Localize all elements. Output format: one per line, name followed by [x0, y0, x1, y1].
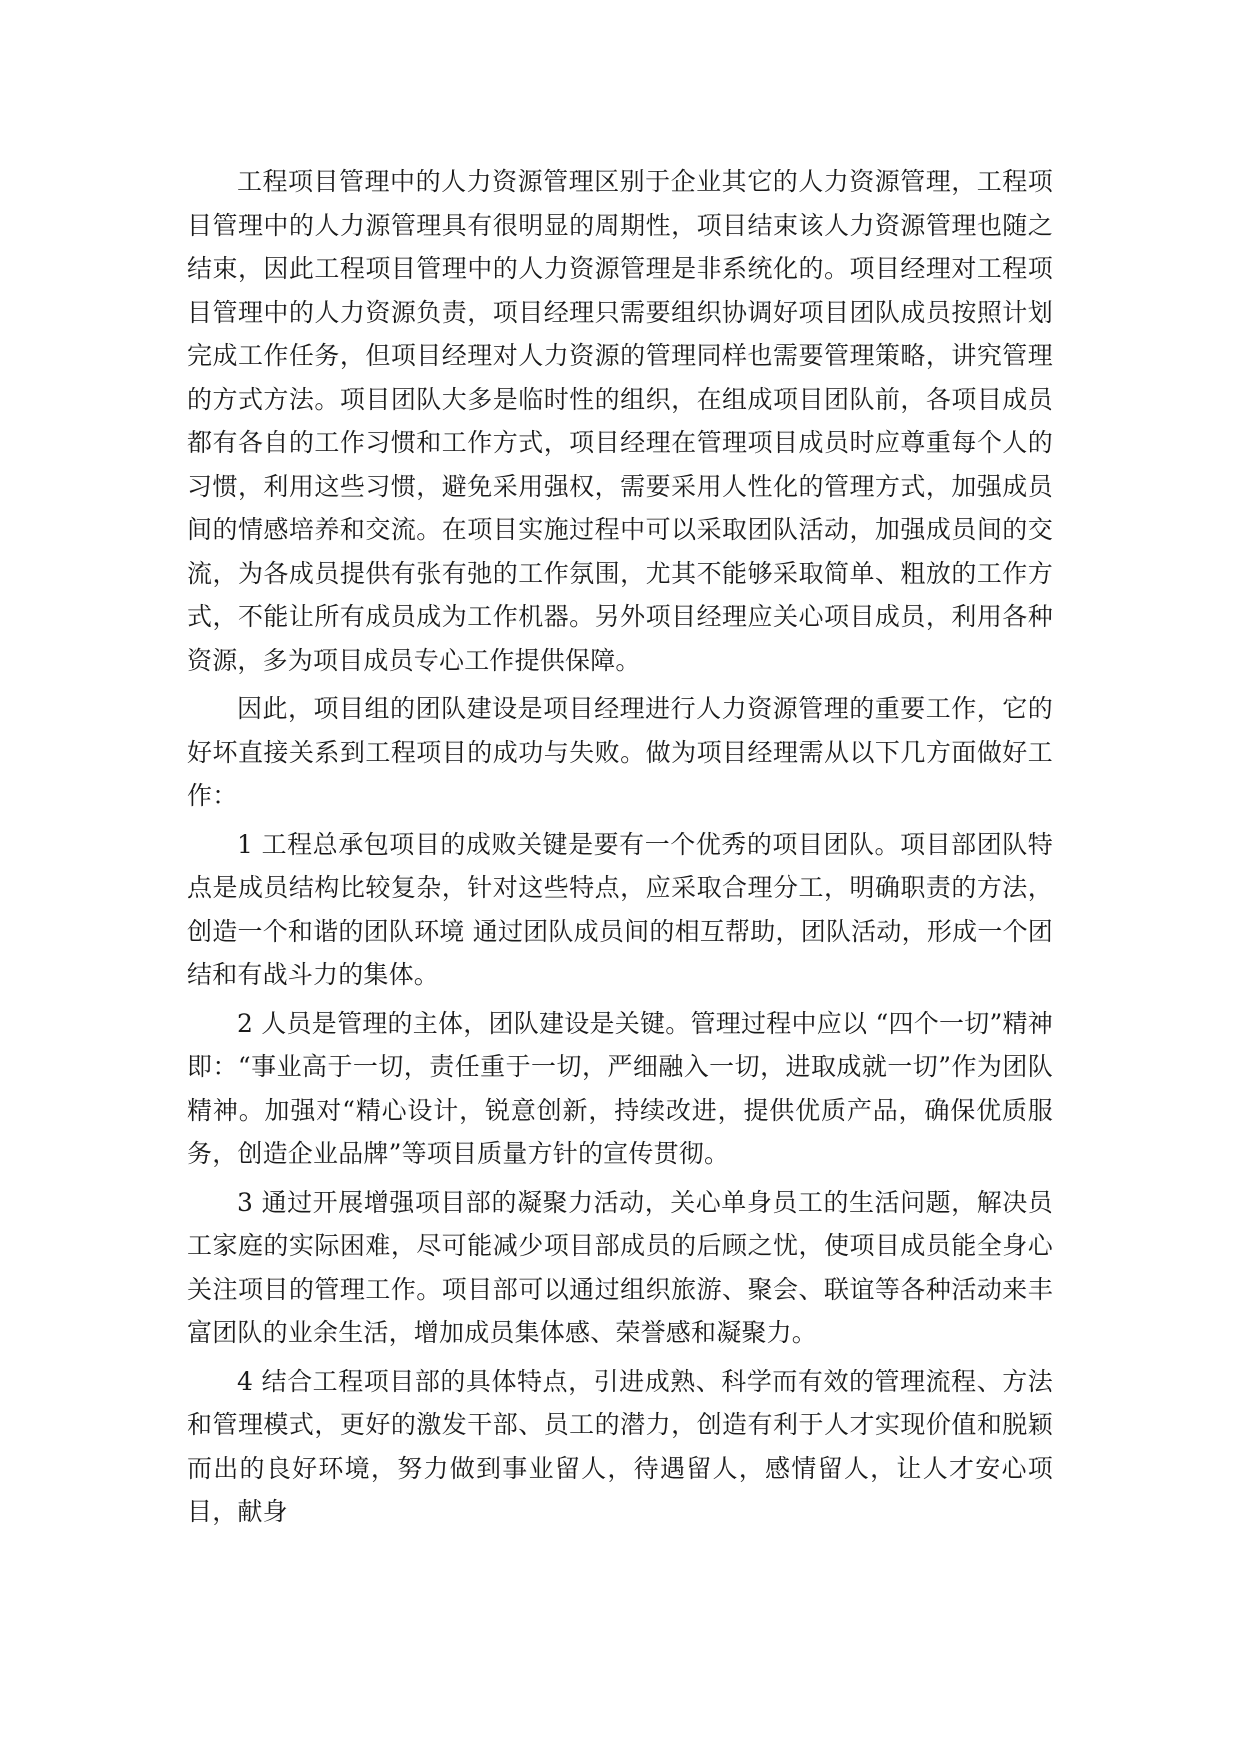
paragraph-team-building: 因此，项目组的团队建设是项目经理进行人力资源管理的重要工作，它的好坏直接关系到工程项目的成功与失败。做为项目经理需从以下几方面做好工作： [187, 694, 1053, 810]
paragraph-point-3: 3 通过开展增强项目部的凝聚力活动，关心单身员工的生活问题，解决员工家庭的实际困难，尽可能减少项目部成员的后顾之忧，使项目成员能全身心关注项目的管理工作。项目部可以通过组织旅游、聚会、联谊等各种活动来丰富团队的业余生活，增加成员集体感、荣誉感和凝聚力。 [187, 1187, 1053, 1347]
paragraph-point-4: 4 结合工程项目部的具体特点，引进成熟、科学而有效的管理流程、方法和管理模式，更好的激发干部、员工的潜力，创造有利于人才实现价值和脱颖而出的良好环境，努力做到事业留人，待遇留人，感情留人，让人才安心项目，献身 [187, 1366, 1053, 1526]
document-body [187, 160, 1053, 1534]
paragraph-intro: 工程项目管理中的人力资源管理区别于企业其它的人力资源管理，工程项目管理中的人力源管理具有很明显的周期性，项目结束该人力资源管理也随之结束，因此工程项目管理中的人力资源管理是非系统化的。项目经理对工程项目管理中的人力资源负责，项目经理只需要组织协调好项目团队成员按照计划完成工作任务，但项目经理对人力资源的管理同样也需要管理策略，讲究管理的方式方法。项目团队大多是临时性的组织，在组成项目团队前，各项目成员都有各自的工作习惯和工作方式，项目经理在管理项目成员时应尊重每个人的习惯，利用这些习惯，避免采用强权，需要采用人性化的管理方式，加强成员间的情感培养和交流。在项目实施过程中可以采取团队活动，加强成员间的交流，为各成员提供有张有弛的工作氛围，尤其不能够采取简单、粗放的工作方式，不能让所有成员成为工作机器。另外项目经理应关心项目成员，利用各种资源，多为项目成员专心工作提供保障。 [187, 167, 1053, 675]
paragraph-point-1: 1 工程总承包项目的成败关键是要有一个优秀的项目团队。项目部团队特点是成员结构比较复杂，针对这些特点，应采取合理分工，明确职责的方法，创造一个和谐的团队环境 通过团队成员间的相互帮助，团队活动，形成一个团结和有战斗力的集体。 [187, 829, 1053, 989]
paragraph-point-2: 2 人员是管理的主体，团队建设是关键。管理过程中应以 “四个一切”精神即：“事业高于一切，责任重于一切，严细融入一切，进取成就一切”作为团队精神。加强对“精心设计，锐意创新，持续改进，提供优质产品，确保优质服务，创造企业品牌”等项目质量方针的宣传贯彻。 [187, 1008, 1053, 1168]
